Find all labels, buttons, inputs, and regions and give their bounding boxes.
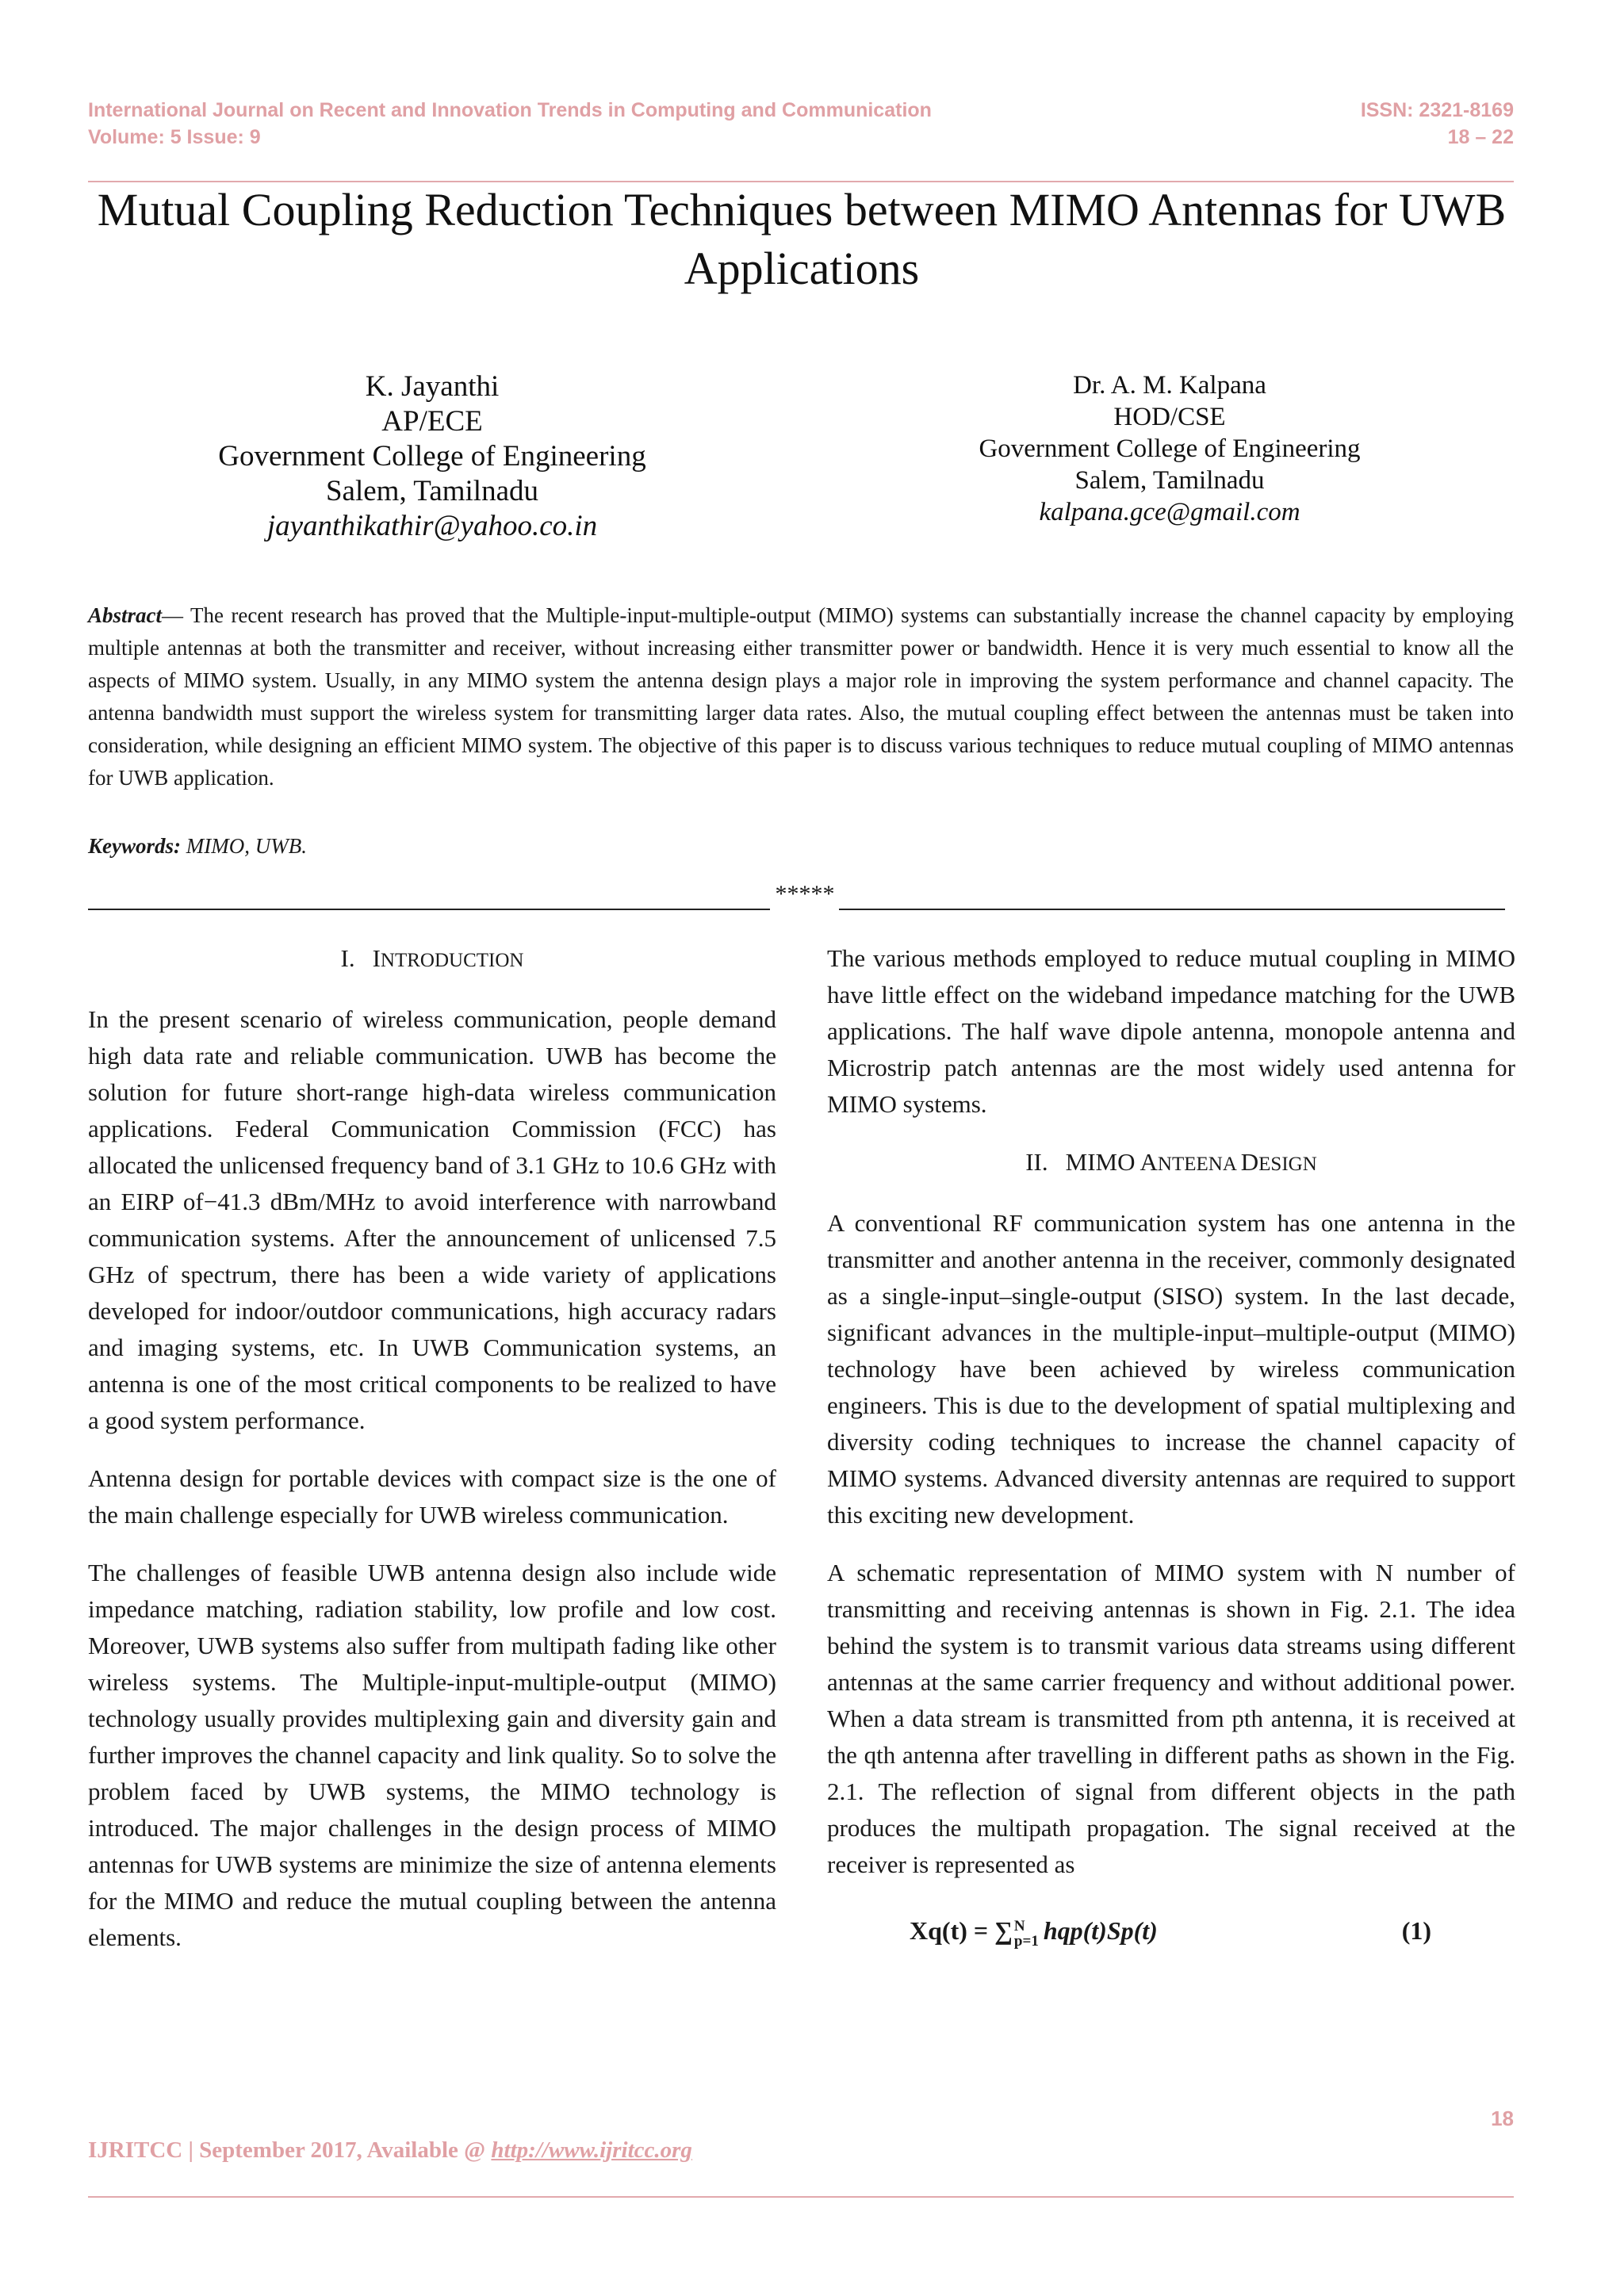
page-number: 18: [1491, 2107, 1514, 2130]
paragraph: The various methods employed to reduce mutual coupling in MIMO have little effect on the wideband impedance matching for the UWB applications. The half wave dipole antenna, monopole antenna and Microstrip patch antennas are the most widely used antenna for MIMO systems.: [827, 944, 1515, 1118]
footer-link[interactable]: http://www.ijritcc.org: [491, 2137, 692, 2163]
section-heading-mimo-design: [827, 1144, 1515, 1183]
author-location: Salem, Tamilnadu: [1074, 466, 1265, 495]
section-heading-introduction: [88, 940, 776, 979]
abstract-label: Abstract: [88, 603, 163, 627]
author-name: K. Jayanthi: [365, 370, 500, 403]
abstract-text: — The recent research has proved that the Multiple-input-multiple-output (MIMO) systems can substantially increase the channel capacity by employing multiple antennas at both the transmitter and receiver, without increasing either transmitter power or bandwidth. Hence it is very much essential to know all the aspects of MIMO system. Usually, in any MIMO system the antenna design plays a major role in improving the system performance and channel capacity. The antenna bandwidth must support the wireless system for transmitting larger data rates. Also, the mutual coupling effect between the antennas must be taken into consideration, while designing an efficient MIMO system. The objective of this paper is to discuss various techniques to reduce mutual coupling of MIMO antennas for UWB application.: [88, 603, 1514, 790]
separator-line-right: [839, 909, 1505, 910]
equation-lhs: Xq(t) =: [910, 1916, 995, 1945]
footer-rule: [88, 2196, 1514, 2198]
journal-header-right: [1361, 97, 1514, 151]
paragraph: In the present scenario of wireless communication, people demand high data rate and reliable communication. UWB has become the solution for future short-range high-data wireless communication applications. Federal Communication Commission (FCC) has allocated the unlicensed frequency band of 3.1 GHz to 10.6 GHz with an EIRP of−41.3 dBm/MHz to avoid interference with narrowband communication systems. After the announcement of unlicensed 7.5 GHz of spectrum, there has been a wide variety of applications developed for indoor/outdoor communications, high accuracy radars and imaging systems, etc. In UWB Communication systems, an antenna is one of the most critical components to be realized to have a good system performance.: [88, 1005, 776, 1434]
sum-upper: N: [1013, 1917, 1025, 1934]
author-position: HOD/CSE: [1113, 403, 1226, 431]
sum-lower: p=1: [1013, 1932, 1039, 1950]
equation-sum: ∑: [994, 1916, 1013, 1945]
section-title-part: D: [1240, 1148, 1259, 1176]
section-title-rest: NTRODUCTION: [380, 950, 524, 971]
abstract: [88, 599, 1514, 794]
equation-rhs: hqp(t)Sp(t): [1043, 1916, 1158, 1945]
keywords: [88, 830, 307, 862]
author-location: Salem, Tamilnadu: [325, 475, 538, 507]
section-title-part: MIMO: [1065, 1148, 1140, 1176]
section-number: I.: [340, 944, 355, 972]
equation-number: (1): [1401, 1916, 1431, 1945]
paragraph: A schematic representation of MIMO system with N number of transmitting and receiving antennas is shown in Fig. 2.1. The idea behind the system is to transmit various data streams using different antennas at the same carrier frequency and without additional power. When a data stream is transmitted from pth antenna, it is received at the qth antenna after travelling in different paths as shown in the Fig. 2.1. The reflection of signal from different objects in the path produces the multipath propagation. The signal received at the receiver is represented as: [827, 1559, 1515, 1878]
paragraph: A conventional RF communication system has one antenna in the transmitter and another antenna in the receiver, commonly designated as a single-input–single-output (SISO) system. In the last decade, significant advances in the multiple-input–multiple-output (MIMO) technology have been achieved by wireless communication engineers. This is due to the development of spatial multiplexing and diversity coding techniques to increase the channel capacity of MIMO systems. Advanced diversity antennas are required to support this exciting new development.: [827, 1209, 1515, 1529]
author-email[interactable]: jayanthikathir@yahoo.co.in: [266, 510, 598, 542]
keywords-text: MIMO, UWB.: [181, 834, 307, 858]
journal-header: [88, 97, 932, 151]
keywords-label: Keywords:: [88, 834, 181, 858]
paper-title: Mutual Coupling Reduction Techniques between MIMO Antennas for UWB Applications: [97, 184, 1507, 294]
separator-stars: *****: [775, 881, 835, 907]
section-title-part: ESIGN: [1258, 1154, 1317, 1175]
author-2: [896, 369, 1443, 528]
author-affiliation: Government College of Engineering: [218, 440, 646, 473]
journal-volume: Volume: 5 Issue: 9: [88, 126, 261, 148]
page-range: 18 – 22: [1447, 126, 1514, 148]
left-column: [88, 940, 776, 1977]
paragraph: Antenna design for portable devices with compact size is the one of the main challenge especially for UWB wireless communication.: [88, 1464, 776, 1529]
author-1: [159, 369, 706, 544]
section-title-initial: I: [372, 944, 381, 972]
equation-body: [910, 1912, 1158, 1949]
journal-name: International Journal on Recent and Innovation Trends in Computing and Communication: [88, 99, 932, 121]
right-column: [827, 940, 1515, 1949]
author-affiliation: Government College of Engineering: [979, 434, 1361, 463]
author-position: AP/ECE: [381, 405, 483, 438]
author-name: Dr. A. M. Kalpana: [1073, 371, 1266, 400]
issn: ISSN: 2321-8169: [1360, 99, 1514, 121]
author-email[interactable]: kalpana.gce@gmail.com: [1039, 498, 1300, 526]
paragraph: The challenges of feasible UWB antenna design also include wide impedance matching, radiation stability, low profile and low cost. Moreover, UWB systems also suffer from multipath fading like other wireless systems. The Multiple-input-multiple-output (MIMO) technology usually provides multiplexing gain and diversity gain and further improves the channel capacity and link quality. So to solve the problem faced by UWB systems, the MIMO technology is introduced. The major challenges in the design process of MIMO antennas for UWB systems are minimize the size of antenna elements for the MIMO and reduce the mutual coupling between the antenna elements.: [88, 1559, 776, 1951]
section-title-part: A: [1139, 1148, 1158, 1176]
footer-text: IJRITCC | September 2017, Available @: [88, 2137, 492, 2163]
equation-1: [827, 1904, 1515, 1949]
section-number: II.: [1025, 1148, 1048, 1176]
separator-line-left: [88, 909, 770, 910]
sum-limits: [1014, 1919, 1039, 1949]
section-title-part: NTEENA: [1157, 1154, 1241, 1175]
footer: [88, 2134, 692, 2166]
